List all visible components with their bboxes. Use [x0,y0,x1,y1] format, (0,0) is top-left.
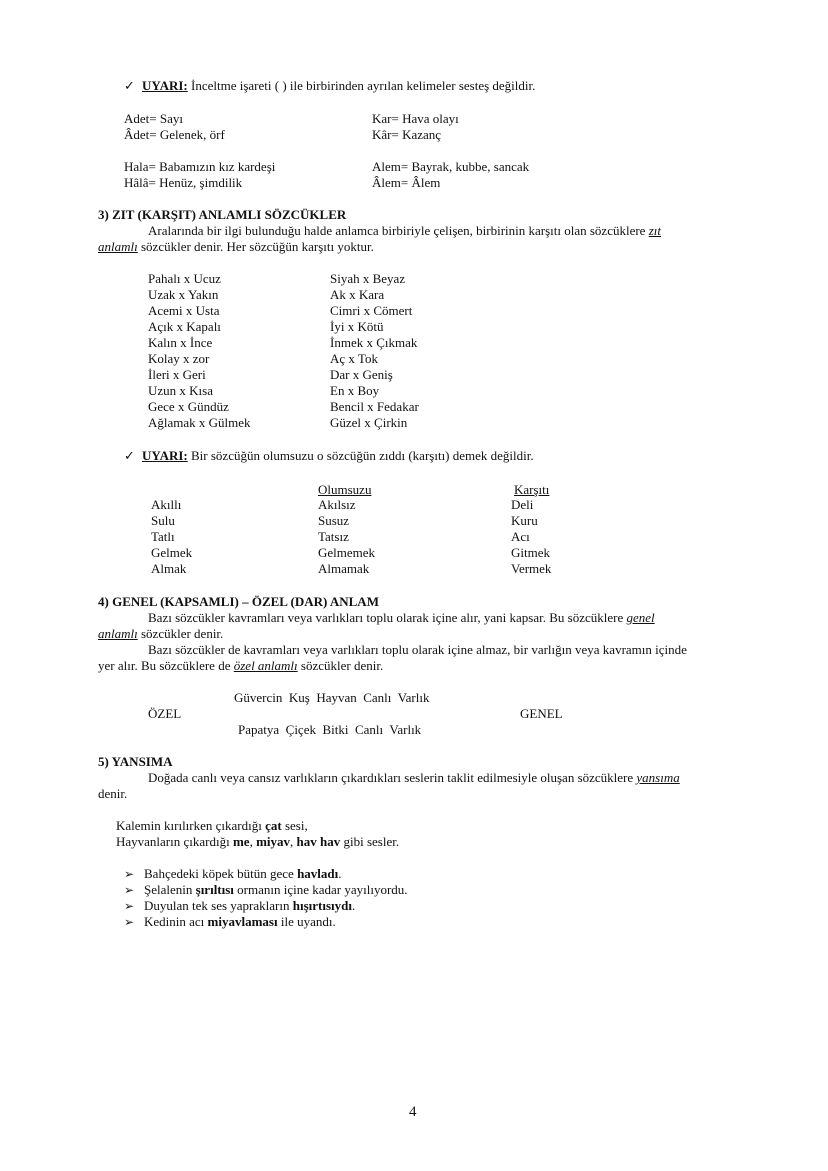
section-3-paragraph: Aralarında bir ilgi bulunduğu halde anlamca birbiriyle çelişen, birbirinin karşıtı olan sözcüklere zıt [148,223,661,238]
opposite-word: Deli [511,497,534,512]
term-anlamli: anlamlı [98,239,138,254]
section-4-title: 4) GENEL (KAPSAMLI) – ÖZEL (DAR) ANLAM [98,594,379,609]
antonym-pair: Ak x Kara [330,287,385,302]
antonym-pair: Açık x Kapalı [148,319,221,334]
arrow-bullet-icon: ➢ [124,883,135,897]
negative-word: Almamak [318,561,370,576]
section-5-paragraph: Doğada canlı veya cansız varlıkların çıkardıkları seslerin taklit edilmesiyle oluşan sözcüklere yansıma [148,770,680,785]
homonym-item: Âdet= Gelenek, örf [124,127,225,142]
antonym-pair: Kolay x zor [148,351,210,366]
arrow-bullet-icon: ➢ [124,867,135,881]
homonym-item: Alem= Bayrak, kubbe, sancak [372,159,530,174]
warning-text: Bir sözcüğün olumsuzu o sözcüğün zıddı (karşıtı) demek değildir. [187,448,534,463]
checkmark-icon: ✓ [124,448,135,463]
term-yansima: yansıma [636,770,680,785]
homonym-item: Âlem= Âlem [372,175,441,190]
label-genel: GENEL [520,706,563,721]
homonym-item: Kâr= Kazanç [372,127,442,142]
section-4-paragraph-2-cont: yer alır. Bu sözcüklere de özel anlamlı sözcükler denir. [98,658,384,673]
page-number: 4 [409,1104,417,1120]
antonym-pair: Cimri x Cömert [330,303,413,318]
antonym-pair: İnmek x Çıkmak [330,335,418,350]
header-negative: Olumsuzu [318,482,372,497]
antonym-pair: Pahalı x Ucuz [148,271,221,286]
section-5-paragraph-cont: denir. [98,786,128,801]
list-item: ➢ Duyulan tek ses yaprakların hışırtısıydı. [124,898,356,913]
section-3-paragraph-cont: anlamlı sözcükler denir. Her sözcüğün karşıtı yoktur. [98,239,374,254]
antonym-pair: Ağlamak x Gülmek [148,415,251,430]
term-zit: zıt [648,223,661,238]
homonyms-left-2 [124,159,275,191]
term-genel: genel [626,610,655,625]
word: Gelmek [151,545,193,560]
list-item: ➢ Kedinin acı miyavlaması ile uyandı. [124,914,336,929]
section-5-title: 5) YANSIMA [98,754,173,769]
opposite-word: Kuru [511,513,538,528]
word: Sulu [151,513,175,528]
warning-text: İnceltme işareti ( ) ile birbirinden ayrılan kelimeler sesteş değildir. [187,78,536,93]
term-ozel-anlamli: özel anlamlı [233,658,298,673]
warning-label: UYARI: [142,78,188,93]
homonym-item: Kar= Hava olayı [372,111,459,126]
example-2: Hayvanların çıkardığı me, miyav, hav hav gibi sesler. [116,834,400,849]
homonyms-left-1 [124,111,225,143]
negative-word: Tatsız [318,529,349,544]
arrow-bullet-icon: ➢ [124,915,135,929]
words-column [151,497,192,577]
antonym-pair: Uzun x Kısa [148,383,213,398]
term-genel-anlamli: anlamlı [98,626,138,641]
word: Tatlı [151,529,175,544]
label-ozel: ÖZEL [148,706,182,721]
specific-general-row-2: Papatya Çiçek Bitki Canlı Varlık [238,722,422,737]
antonym-pair: Bencil x Fedakar [330,399,419,414]
section-3-title: 3) ZIT (KARŞIT) ANLAMLI SÖZCÜKLER [98,207,347,222]
antonym-pair: Uzak x Yakın [148,287,219,302]
antonym-pair: Kalın x İnce [148,335,213,350]
opposite-word: Acı [511,529,530,544]
warning-label: UYARI: [142,448,188,463]
antonym-pair: İyi x Kötü [330,319,384,334]
homonyms-right-2 [372,159,529,191]
specific-general-row-1: Güvercin Kuş Hayvan Canlı Varlık [234,690,430,705]
homonym-item: Adet= Sayı [124,111,183,126]
list-item: ➢ Bahçedeki köpek bütün gece havladı. [124,866,342,881]
header-opposite: Karşıtı [514,482,550,497]
antonym-pairs-right [330,271,419,431]
antonym-pair: Dar x Geniş [330,367,393,382]
warning-1 [124,78,535,94]
checkmark-icon: ✓ [124,78,135,93]
section-4-paragraph-1-cont: anlamlı sözcükler denir. [98,626,224,641]
example-1: Kalemin kırılırken çıkardığı çat sesi, [116,818,308,833]
opposite-word: Gitmek [511,545,550,560]
antonym-pair: İleri x Geri [148,367,206,382]
antonym-pair: En x Boy [330,383,380,398]
antonym-pair: Gece x Gündüz [148,399,229,414]
opposite-word: Vermek [511,561,552,576]
antonym-pair: Aç x Tok [330,351,378,366]
negative-word: Susuz [318,513,350,528]
antonym-pair: Güzel x Çirkin [330,415,408,430]
antonym-pair: Siyah x Beyaz [330,271,406,286]
list-item: ➢ Şelalenin şırıltısı ormanın içine kadar yayılıyordu. [124,882,408,897]
homonym-item: Hala= Babamızın kız kardeşi [124,159,276,174]
arrow-bullet-icon: ➢ [124,899,135,913]
homonym-item: Hâlâ= Henüz, şimdilik [124,175,243,190]
word: Akıllı [151,497,182,512]
antonym-pair: Acemi x Usta [148,303,220,318]
negative-word: Gelmemek [318,545,376,560]
warning-2 [124,448,534,464]
negatives-column [318,497,375,577]
antonym-pairs-left [148,271,251,431]
section-4-paragraph-1: Bazı sözcükler kavramları veya varlıkları toplu olarak içine alır, yani kapsar. Bu sözcüklere genel [148,610,655,625]
negative-word: Akılsız [318,497,356,512]
section-4-paragraph-2: Bazı sözcükler de kavramları veya varlıkları toplu olarak içine almaz, bir varlığın veya kavramın içinde [148,642,687,657]
word: Almak [151,561,187,576]
homonyms-right-1 [372,111,459,143]
opposites-column [511,497,551,577]
